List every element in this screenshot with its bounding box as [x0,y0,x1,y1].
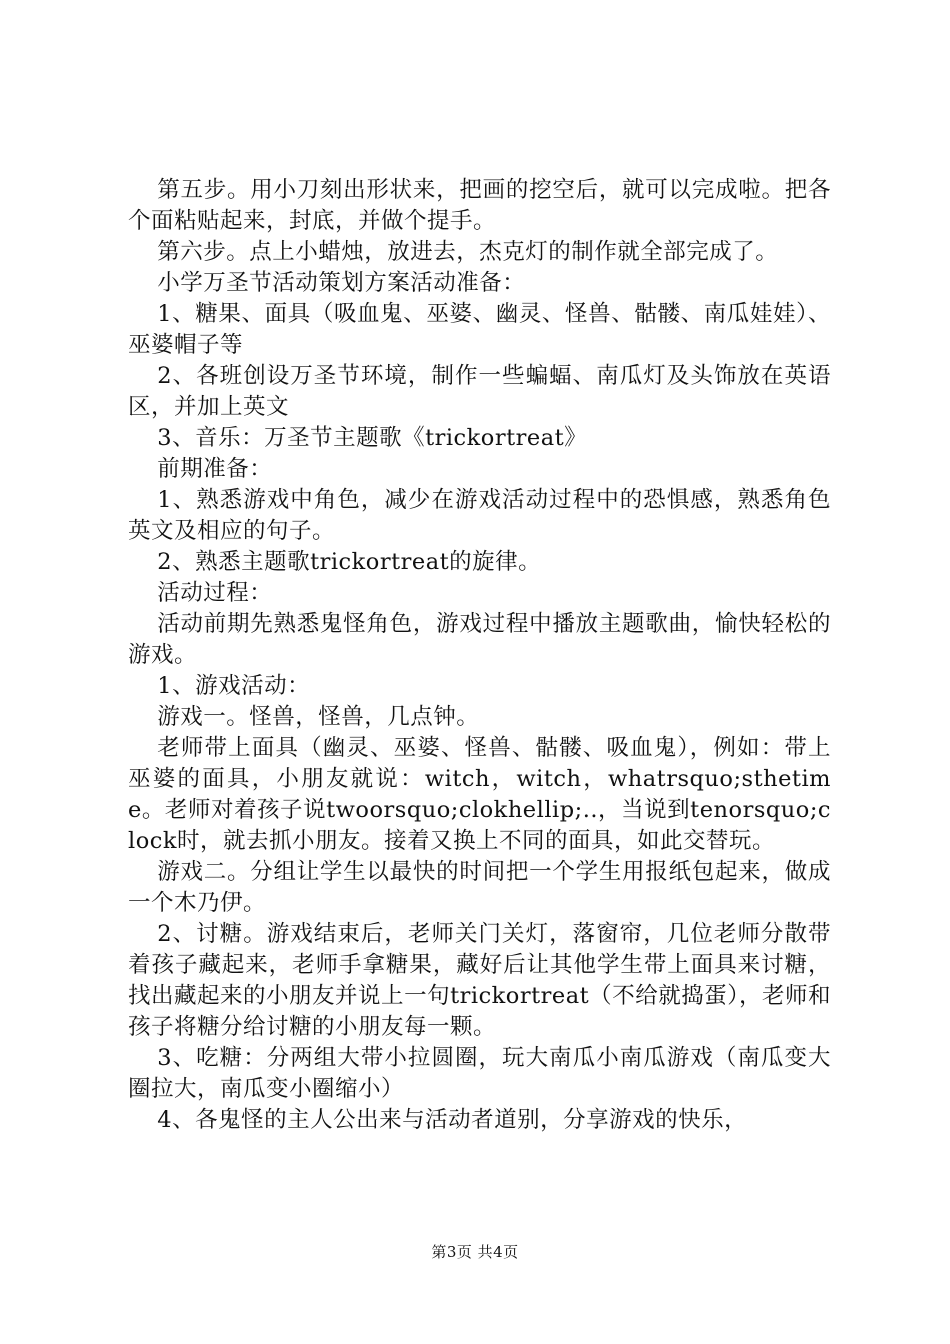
paragraph: 老师带上面具（幽灵、巫婆、怪兽、骷髅、吸血鬼），例如：带上巫婆的面具，小朋友就说：witch，witch，whatrsquo;sthetime。老师对着孩子说twoorsquo;clokhellip;..，当说到tenorsquo;clock时，就去抓小朋友。接着又换上不同的面具，如此交替玩。 [128,735,831,854]
paragraph: 1、熟悉游戏中角色，减少在游戏活动过程中的恐惧感，熟悉角色英文及相应的句子。 [128,487,831,544]
paragraph: 2、讨糖。游戏结束后，老师关门关灯，落窗帘，几位老师分散带着孩子藏起来，老师手拿糖果，藏好后让其他学生带上面具来讨糖，找出藏起来的小朋友并说上一句trickortreat（不给就捣蛋），老师和孩子将糖分给讨糖的小朋友每一颗。 [128,921,831,1040]
document-body [128,175,831,1136]
paragraph: 2、各班创设万圣节环境，制作一些蝙蝠、南瓜灯及头饰放在英语区，并加上英文 [128,363,831,420]
paragraph: 活动过程： [157,580,273,606]
paragraph: 第六步。点上小蜡烛，放进去，杰克灯的制作就全部完成了。 [157,239,779,265]
paragraph: 游戏二。分组让学生以最快的时间把一个学生用报纸包起来，做成一个木乃伊。 [128,859,831,916]
paragraph: 游戏一。怪兽，怪兽，几点钟。 [157,704,480,730]
paragraph: 第五步。用小刀刻出形状来，把画的挖空后，就可以完成啦。把各个面粘贴起来，封底，并做个提手。 [128,177,831,234]
paragraph: 1、游戏活动： [157,673,311,699]
paragraph: 3、音乐：万圣节主题歌《trickortreat》 [157,425,588,451]
paragraph: 3、吃糖：分两组大带小拉圆圈，玩大南瓜小南瓜游戏（南瓜变大圈拉大，南瓜变小圈缩小） [128,1045,831,1102]
paragraph: 2、熟悉主题歌trickortreat的旋律。 [157,549,542,575]
paragraph: 1、糖果、面具（吸血鬼、巫婆、幽灵、怪兽、骷髅、南瓜娃娃）、巫婆帽子等 [128,301,831,358]
paragraph: 前期准备： [157,456,273,482]
paragraph: 活动前期先熟悉鬼怪角色，游戏过程中播放主题歌曲，愉快轻松的游戏。 [128,611,831,668]
paragraph: 小学万圣节活动策划方案活动准备： [157,270,526,296]
page-number-footer: 第3页 共4页 [431,1243,519,1261]
paragraph: 4、各鬼怪的主人公出来与活动者道别，分享游戏的快乐， [157,1107,748,1133]
